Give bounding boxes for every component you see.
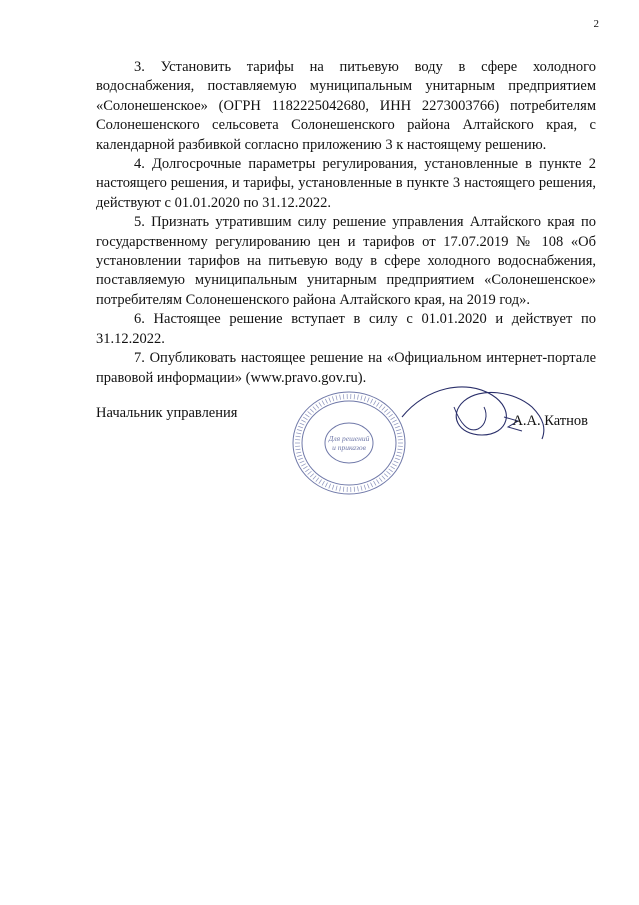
signatory-position: Начальник управления <box>96 405 238 421</box>
paragraph-5: 5. Признать утратившим силу решение управления Алтайского края по государственному регулированию цен и тарифов от 17.07.2019 № 108 «Об установлении тарифов на питьевую воду в сфере холодного водоснабжения, поставляемую муниципальным унитарным предприятием «Солонешенское» потребителям Солонешенского района Алтайского края, на 2019 год». <box>96 214 596 308</box>
paragraph-7: 7. Опубликовать настоящее решение на «Официальном интернет-портале правовой информации» (www.pravo.gov.ru). <box>96 350 596 386</box>
paragraph-6: 6. Настоящее решение вступает в силу с 01.01.2020 и действует по 31.12.2022. <box>96 311 596 347</box>
seal-center-text-2: и приказов <box>332 443 366 452</box>
page-number: 2 <box>593 18 599 30</box>
document-body <box>96 58 596 388</box>
paragraph-4: 4. Долгосрочные параметры регулирования, установленные в пункте 2 настоящего решения, и тарифы, установленные в пункте 3 настоящего решения, действуют с 01.01.2020 по 31.12.2022. <box>96 156 596 211</box>
official-seal <box>288 387 410 499</box>
signatory-name: А.А. Катнов <box>512 413 588 429</box>
paragraph-3: 3. Установить тарифы на питьевую воду в сфере холодного водоснабжения, поставляемую муниципальным унитарным предприятием «Солонешенское» (ОГРН 1182225042680, ИНН 2273003766) потребителям Солонешенского сельсовета Солонешенского района Алтайского края, с календарной разбивкой согласно приложению 3 к настоящему решению. <box>96 59 596 153</box>
seal-center-text-1: Для решений <box>328 434 370 443</box>
signature-block <box>96 405 596 515</box>
